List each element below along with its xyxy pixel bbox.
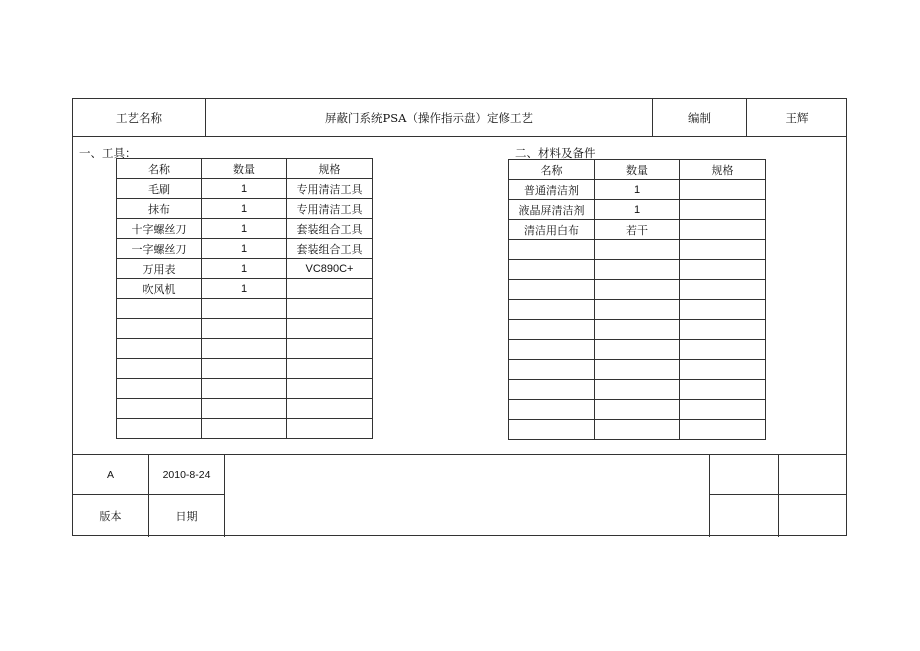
table-cell <box>595 260 680 280</box>
table-cell <box>202 399 287 419</box>
table-cell: 液晶屏清洁剂 <box>509 200 595 220</box>
signoff-cell-4 <box>779 495 847 537</box>
table-cell <box>595 280 680 300</box>
table-cell: 专用清洁工具 <box>287 199 373 219</box>
table-row <box>117 239 373 259</box>
table-cell <box>202 359 287 379</box>
table-cell <box>680 200 766 220</box>
table-cell <box>117 299 202 319</box>
table-row <box>117 179 373 199</box>
table-cell <box>680 400 766 420</box>
table-cell: 万用表 <box>117 259 202 279</box>
table-cell <box>680 320 766 340</box>
table-cell <box>595 400 680 420</box>
table-row <box>117 299 373 319</box>
table-row <box>117 359 373 379</box>
table-cell <box>680 280 766 300</box>
table-row <box>509 200 766 220</box>
table-cell <box>680 340 766 360</box>
table-cell <box>287 299 373 319</box>
table-cell: 套装组合工具 <box>287 219 373 239</box>
editor-label: 编制 <box>653 99 747 136</box>
table-cell: VC890C+ <box>287 259 373 279</box>
table-cell: 清洁用白布 <box>509 220 595 240</box>
table-row <box>509 300 766 320</box>
table-row <box>117 199 373 219</box>
table-cell <box>509 400 595 420</box>
table-cell <box>509 260 595 280</box>
table-cell <box>509 360 595 380</box>
table-cell <box>509 240 595 260</box>
table-cell <box>680 380 766 400</box>
table-row <box>117 419 373 439</box>
table-cell: 吹风机 <box>117 279 202 299</box>
table-cell <box>202 299 287 319</box>
table-row <box>509 360 766 380</box>
version-label: 版本 <box>73 495 149 537</box>
table-row <box>117 279 373 299</box>
table-cell: 一字螺丝刀 <box>117 239 202 259</box>
table-cell: 普通清洁剂 <box>509 180 595 200</box>
table-cell <box>680 180 766 200</box>
date-value <box>149 455 225 495</box>
table-cell <box>117 379 202 399</box>
table-row <box>509 320 766 340</box>
table-cell: 若干 <box>595 220 680 240</box>
signoff-cell-1 <box>710 455 779 495</box>
table-cell: 1 <box>595 180 680 200</box>
table-row <box>509 180 766 200</box>
date-value-text: 2010-8-24 <box>162 468 211 481</box>
table-cell <box>595 300 680 320</box>
column-header: 名称 <box>117 159 202 179</box>
table-cell: 1 <box>202 179 287 199</box>
date-label: 日期 <box>149 495 225 537</box>
table-cell <box>509 340 595 360</box>
table-row <box>117 259 373 279</box>
table-row <box>117 219 373 239</box>
editor-value: 王辉 <box>785 110 809 125</box>
table-cell: 1 <box>595 200 680 220</box>
table-cell <box>287 279 373 299</box>
remarks-area <box>225 455 710 537</box>
table-cell: 专用清洁工具 <box>287 179 373 199</box>
table-cell <box>680 420 766 440</box>
table-cell <box>680 300 766 320</box>
tools-table <box>116 158 373 439</box>
table-cell: 1 <box>202 199 287 219</box>
tools-section-title: 一、工具： <box>79 146 137 160</box>
table-cell: 1 <box>202 219 287 239</box>
table-cell <box>287 339 373 359</box>
version-value-text: A <box>106 468 114 481</box>
table-cell <box>202 319 287 339</box>
table-cell <box>509 380 595 400</box>
table-row <box>509 220 766 240</box>
process-name-label: 工艺名称 <box>73 99 206 136</box>
table-header-row <box>509 160 766 180</box>
table-row <box>509 340 766 360</box>
materials-section-title: 二、材料及备件 <box>515 146 596 160</box>
table-cell <box>509 320 595 340</box>
column-header: 名称 <box>509 160 595 180</box>
signoff-cell-3 <box>710 495 779 537</box>
table-cell <box>117 419 202 439</box>
table-cell <box>509 280 595 300</box>
table-cell <box>202 379 287 399</box>
table-row <box>117 339 373 359</box>
table-cell <box>680 360 766 380</box>
table-row <box>117 399 373 419</box>
table-cell <box>595 240 680 260</box>
table-cell <box>117 399 202 419</box>
table-cell <box>287 419 373 439</box>
table-cell <box>287 399 373 419</box>
table-row <box>117 379 373 399</box>
version-value <box>73 455 149 495</box>
process-name-value: 屏蔽门系统PSA（操作指示盘）定修工艺 <box>206 99 653 136</box>
table-cell <box>287 359 373 379</box>
table-cell <box>509 420 595 440</box>
table-cell: 抹布 <box>117 199 202 219</box>
table-cell <box>117 319 202 339</box>
column-header: 数量 <box>595 160 680 180</box>
table-row <box>509 260 766 280</box>
table-cell <box>680 240 766 260</box>
table-row <box>117 319 373 339</box>
table-header-row <box>117 159 373 179</box>
table-row <box>509 380 766 400</box>
table-cell: 1 <box>202 259 287 279</box>
table-cell <box>595 340 680 360</box>
table-cell <box>680 220 766 240</box>
table-cell: 毛刷 <box>117 179 202 199</box>
table-cell <box>202 419 287 439</box>
column-header: 数量 <box>202 159 287 179</box>
table-cell <box>287 319 373 339</box>
table-cell <box>595 380 680 400</box>
header-row <box>73 99 846 137</box>
table-cell <box>595 320 680 340</box>
table-cell: 套装组合工具 <box>287 239 373 259</box>
table-cell <box>595 360 680 380</box>
table-cell <box>509 300 595 320</box>
table-cell <box>680 260 766 280</box>
table-cell <box>202 339 287 359</box>
table-row <box>509 420 766 440</box>
table-row <box>509 240 766 260</box>
column-header: 规格 <box>680 160 766 180</box>
table-cell <box>595 420 680 440</box>
table-row <box>509 280 766 300</box>
table-cell: 1 <box>202 239 287 259</box>
table-row <box>509 400 766 420</box>
table-cell <box>287 379 373 399</box>
table-cell: 1 <box>202 279 287 299</box>
materials-table <box>508 159 766 440</box>
table-cell: 十字螺丝刀 <box>117 219 202 239</box>
column-header: 规格 <box>287 159 373 179</box>
revision-footer <box>73 454 846 537</box>
signoff-cell-2 <box>779 455 847 495</box>
table-cell <box>117 359 202 379</box>
process-document <box>72 98 847 536</box>
table-cell <box>117 339 202 359</box>
